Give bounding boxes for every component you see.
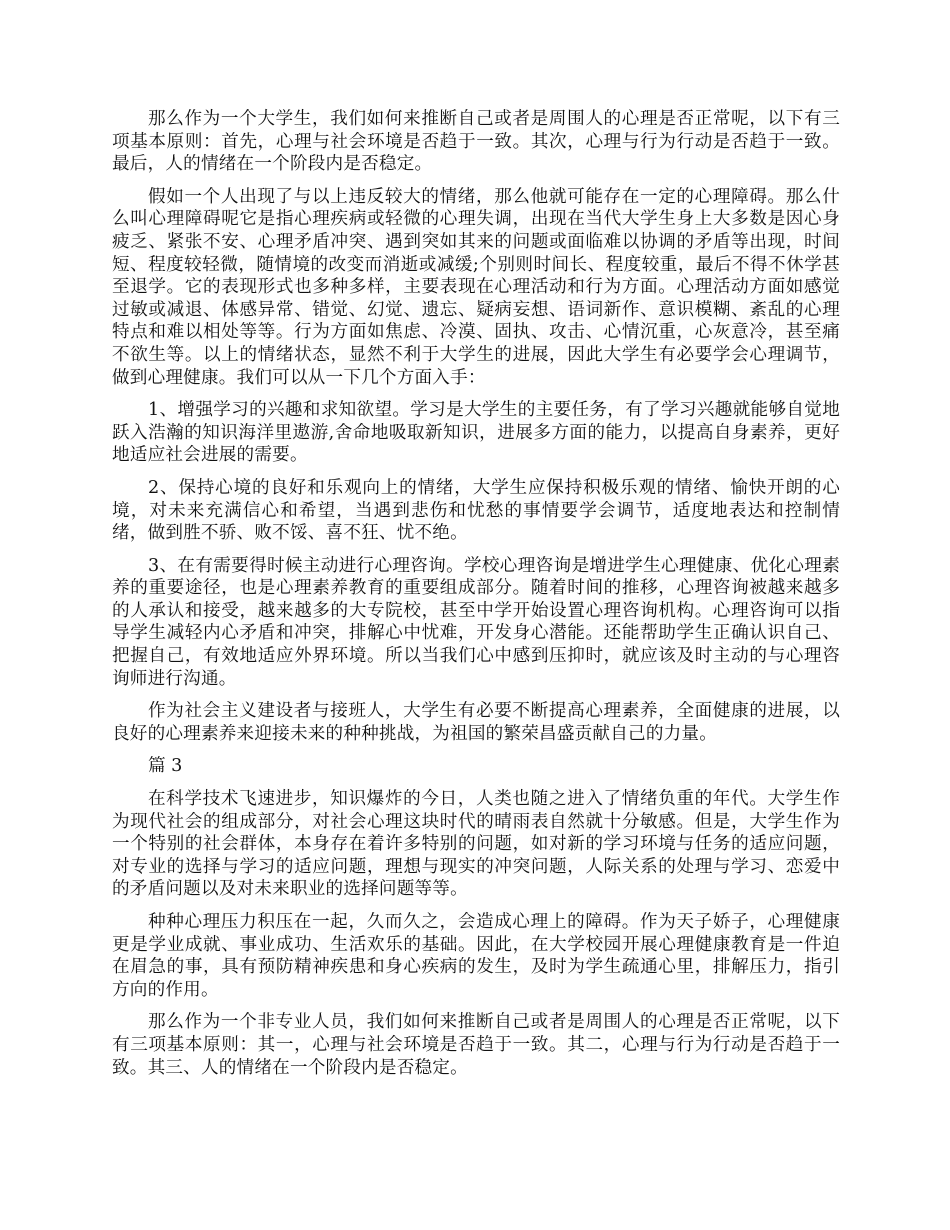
paragraph-point-3: 3、在有需要得时候主动进行心理咨询。学校心理咨询是增进学生心理健康、优化心理素养的重要途径，也是心理素养教育的重要组成部分。随着时间的推移，心理咨询被越来越多的人承认和接受，越来越多的大专院校，甚至中学开始设置心理咨询机构。心理咨询可以指导学生减轻内心矛盾和冲突，排解心中忧难，开发身心潜能。还能帮助学生正确认识自己、把握自己，有效地适应外界环境。所以当我们心中感到压抑时，就应该及时主动的与心理咨询师进行沟通。	[112, 555, 840, 689]
paragraph-criteria-nonexpert: 那么作为一个非专业人员，我们如何来推断自己或者是周围人的心理是否正常呢，以下有三项基本原则：其一，心理与社会环境是否趋于一致。其二，心理与行为行动是否趋于一致。其三、人的情绪在一个阶段内是否稳定。	[112, 1012, 840, 1078]
paragraph-pressure: 种种心理压力积压在一起，久而久之，会造成心理上的障碍。作为天子娇子，心理健康更是学业成就、事业成功、生活欢乐的基础。因此，在大学校园开展心理健康教育是一件迫在眉急的事，具有预防精神疾患和身心疾病的发生，及时为学生疏通心里，排解压力，指引方向的作用。	[112, 912, 840, 1000]
paragraph-era-intro: 在科学技术飞速进步，知识爆炸的今日，人类也随之进入了情绪负重的年代。大学生作为现代社会的组成部分，对社会心理这块时代的晴雨表自然就十分敏感。但是，大学生作为一个特别的社会群体，本身存在着许多特别的问题，如对新的学习环境与任务的适应问题，对专业的选择与学习的适应问题，理想与现实的冲突问题，人际关系的处理与学习、恋爱中的矛盾问题以及对未来职业的选择问题等等。	[112, 789, 840, 900]
section-heading: 篇 3	[148, 756, 183, 777]
paragraph-psychological-disorder: 假如一个人出现了与以上违反较大的情绪，那么他就可能存在一定的心理障碍。那么什么叫心理障碍呢它是指心理疾病或轻微的心理失调，出现在当代大学生身上大多数是因心身疲乏、紧张不安、心理矛盾冲突、遇到突如其来的问题或面临难以协调的矛盾等出现，时间短、程度较轻微，随情境的改变而消逝或减缓;个别则时间长、程度较重，最后不得不休学甚至退学。它的表现形式也多种多样，主要表现在心理活动和行为方面。心理活动方面如感觉过敏或减退、体感异常、错觉、幻觉、遗忘、疑病妄想、语词新作、意识模糊、紊乱的心理特点和难以相处等等。行为方面如焦虑、冷漠、固执、攻击、心情沉重，心灰意冷，甚至痛不欲生等。以上的情绪状态，显然不利于大学生的进展，因此大学生有必要学会心理调节，做到心理健康。我们可以从一下几个方面入手：	[112, 186, 840, 388]
paragraph-point-2: 2、保持心境的良好和乐观向上的情绪，大学生应保持积极乐观的情绪、愉快开朗的心境，对未来充满信心和希望，当遇到悲伤和忧愁的事情要学会调节，适度地表达和控制情绪，做到胜不骄、败不馁、喜不狂、忧不绝。	[112, 477, 840, 544]
paragraph-criteria-intro: 那么作为一个大学生，我们如何来推断自己或者是周围人的心理是否正常呢，以下有三项基本原则：首先，心理与社会环境是否趋于一致。其次，心理与行为行动是否趋于一致。最后，人的情绪在一个阶段内是否稳定。	[112, 109, 840, 175]
paragraph-point-1: 1、增强学习的兴趣和求知欲望。学习是大学生的主要任务，有了学习兴趣就能够自觉地跃入浩瀚的知识海洋里遨游,舍命地吸取新知识，进展多方面的能力，以提高自身素养，更好地适应社会进展的需要。	[112, 400, 840, 466]
paragraph-conclusion: 作为社会主义建设者与接班人，大学生有必要不断提高心理素养，全面健康的进展，以良好的心理素养来迎接未来的种种挑战，为祖国的繁荣昌盛贡献自己的力量。	[112, 701, 840, 744]
document-page	[112, 108, 840, 1089]
